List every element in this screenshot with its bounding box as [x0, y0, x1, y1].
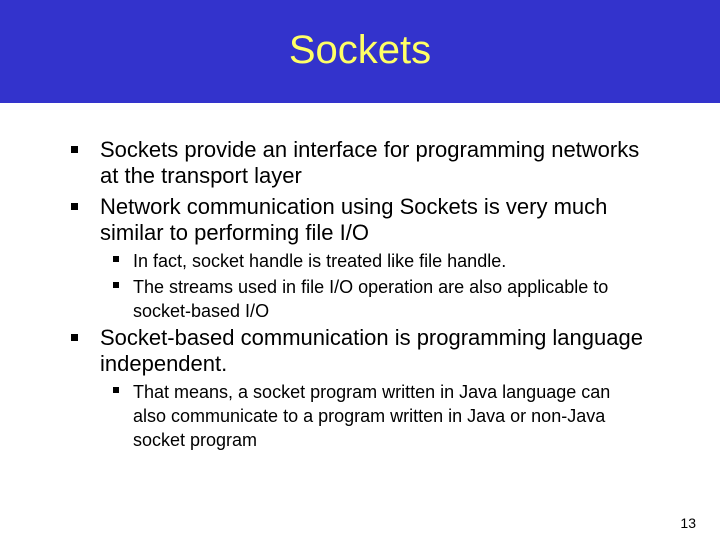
slide-title: Sockets: [288, 28, 432, 72]
sub-bullet-text: [133, 275, 608, 323]
square-bullet-icon: [113, 387, 119, 393]
sub-bullet-line: also communicate to a program written in Java or non-Java: [133, 406, 606, 426]
bullet-text: [100, 325, 643, 377]
bullet-line: at the transport layer: [100, 163, 302, 188]
sub-bullet-line: socket-based I/O: [133, 301, 270, 321]
sub-bullet-text: [133, 249, 506, 273]
bullet-line: Sockets provide an interface for programming networks: [100, 137, 640, 162]
bullet-line: Socket-based communication is programming language: [100, 325, 643, 350]
page-number: 13: [680, 515, 696, 531]
bullet-line: Network communication using Sockets is very much: [100, 194, 608, 219]
square-bullet-icon: [113, 256, 119, 262]
bullet-line: independent.: [100, 351, 228, 376]
sub-bullet-line: The streams used in file I/O operation are also applicable to: [133, 277, 609, 297]
square-bullet-icon: [71, 203, 78, 210]
bullet-text: [100, 137, 639, 189]
bullet-line: similar to performing file I/O: [100, 220, 369, 245]
square-bullet-icon: [71, 146, 78, 153]
sub-bullet-line: In fact, socket handle is treated like file handle.: [133, 251, 507, 271]
square-bullet-icon: [71, 334, 78, 341]
sub-bullet-text: [133, 380, 610, 452]
bullet-text: [100, 194, 607, 246]
sub-bullet-line: That means, a socket program written in Java language can: [133, 382, 611, 402]
square-bullet-icon: [113, 282, 119, 288]
sub-bullet-line: socket program: [133, 430, 258, 450]
